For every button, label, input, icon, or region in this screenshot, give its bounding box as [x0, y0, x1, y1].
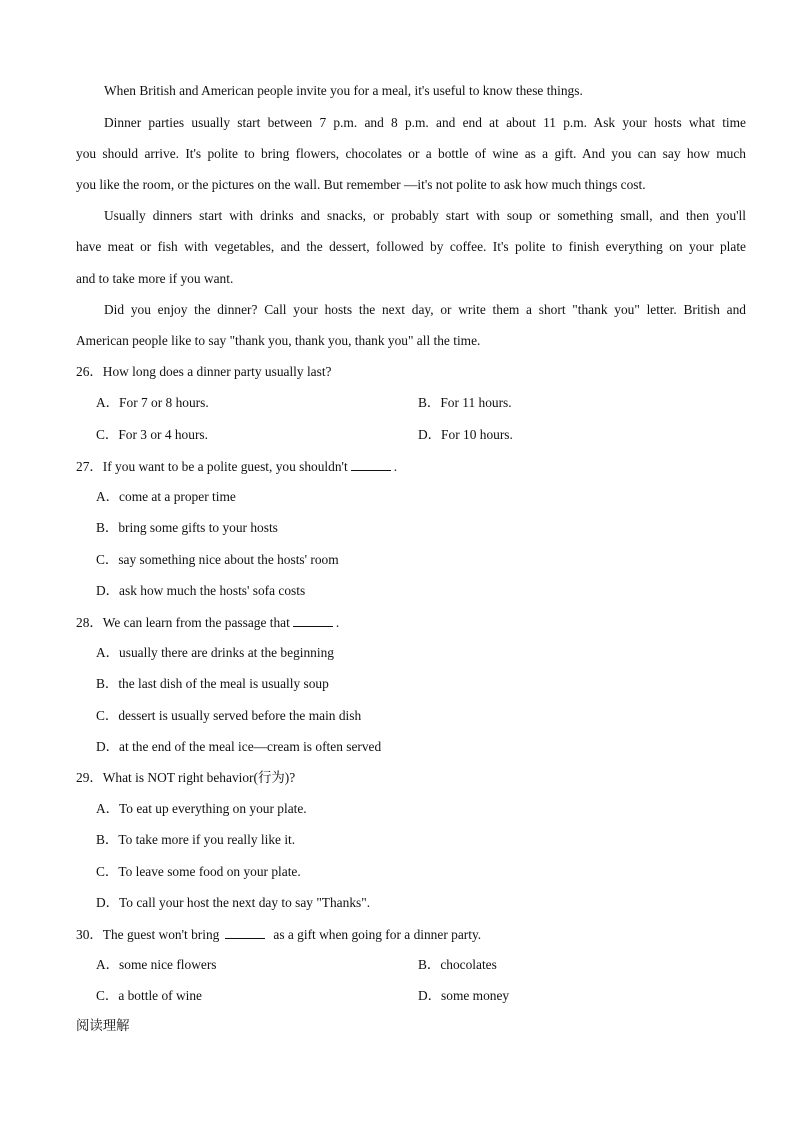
passage-paragraph-3-line-3: and to take more if you want.: [76, 271, 234, 286]
question-26-option-c: C．For 3 or 4 hours.: [96, 427, 208, 442]
question-30-option-a: A．some nice flowers: [96, 957, 217, 972]
question-30-option-c: C．a bottle of wine: [96, 988, 202, 1003]
answer-blank: [351, 458, 391, 471]
passage-paragraph-3-line-2: have meat or fish with vegetables, and the dessert, followed by coffee. It's polite to finish everything on your plate: [76, 239, 746, 254]
question-28-option-b: B．the last dish of the meal is usually soup: [96, 676, 329, 691]
passage-paragraph-1: When British and American people invite you for a meal, it's useful to know these things.: [104, 83, 583, 98]
question-30-option-b: B．chocolates: [418, 957, 497, 972]
answer-blank: [293, 614, 333, 627]
question-28-option-a: A．usually there are drinks at the beginning: [96, 645, 334, 660]
question-30-stem: [76, 926, 481, 943]
question-26-option-b: B．For 11 hours.: [418, 395, 512, 410]
passage-paragraph-3-line-1: Usually dinners start with drinks and snacks, or probably start with soup or something small, and then you'll: [104, 208, 746, 223]
question-27-option-b: B．bring some gifts to your hosts: [96, 520, 278, 535]
passage-paragraph-4-line-1: Did you enjoy the dinner? Call your hosts the next day, or write them a short "thank you" letter. British and: [104, 302, 746, 317]
question-28-stem: [76, 614, 339, 631]
question-28-option-d: D．at the end of the meal ice—cream is often served: [96, 739, 382, 754]
question-26-option-a: A．For 7 or 8 hours.: [96, 395, 209, 410]
passage-paragraph-2-line-1: Dinner parties usually start between 7 p.m. and 8 p.m. and end at about 11 p.m. Ask your hosts what time: [104, 115, 746, 130]
passage-paragraph-4-line-2: American people like to say "thank you, thank you, thank you" all the time.: [76, 333, 481, 348]
question-30-stem-end: as a gift when going for a dinner party.: [273, 927, 482, 942]
question-28-option-c: C．dessert is usually served before the main dish: [96, 708, 362, 723]
question-27-option-d: D．ask how much the hosts' sofa costs: [96, 583, 306, 598]
answer-blank: [225, 926, 265, 939]
question-29-option-d: D．To call your host the next day to say "Thanks".: [96, 895, 371, 910]
question-27-stem-text: 27．If you want to be a polite guest, you shouldn't: [76, 459, 348, 474]
question-29-option-a: A．To eat up everything on your plate.: [96, 801, 307, 816]
question-29-stem: 29．What is NOT right behavior(行为)?: [76, 770, 296, 785]
question-29-option-b: B．To take more if you really like it.: [96, 832, 296, 847]
question-26-stem: 26．How long does a dinner party usually last?: [76, 364, 332, 379]
question-28-stem-end: .: [335, 615, 340, 630]
question-27-stem-end: .: [393, 459, 398, 474]
question-26-option-d: D．For 10 hours.: [418, 427, 513, 442]
question-30-option-d: D．some money: [418, 988, 510, 1003]
question-28-stem-text: 28．We can learn from the passage that: [76, 615, 290, 630]
question-27-option-c: C．say something nice about the hosts' room: [96, 552, 339, 567]
passage-paragraph-2-line-2: you should arrive. It's polite to bring flowers, chocolates or a bottle of wine as a gift. And you can say how much: [76, 146, 746, 161]
section-heading-reading-comprehension: 阅读理解: [76, 1019, 130, 1034]
question-27-option-a: A．come at a proper time: [96, 489, 236, 504]
question-29-option-c: C．To leave some food on your plate.: [96, 864, 301, 879]
question-30-stem-text: 30．The guest won't bring: [76, 927, 220, 942]
question-27-stem: [76, 458, 397, 475]
passage-paragraph-2-line-3: you like the room, or the pictures on the wall. But remember —it's not polite to ask how much things cost.: [76, 177, 646, 192]
